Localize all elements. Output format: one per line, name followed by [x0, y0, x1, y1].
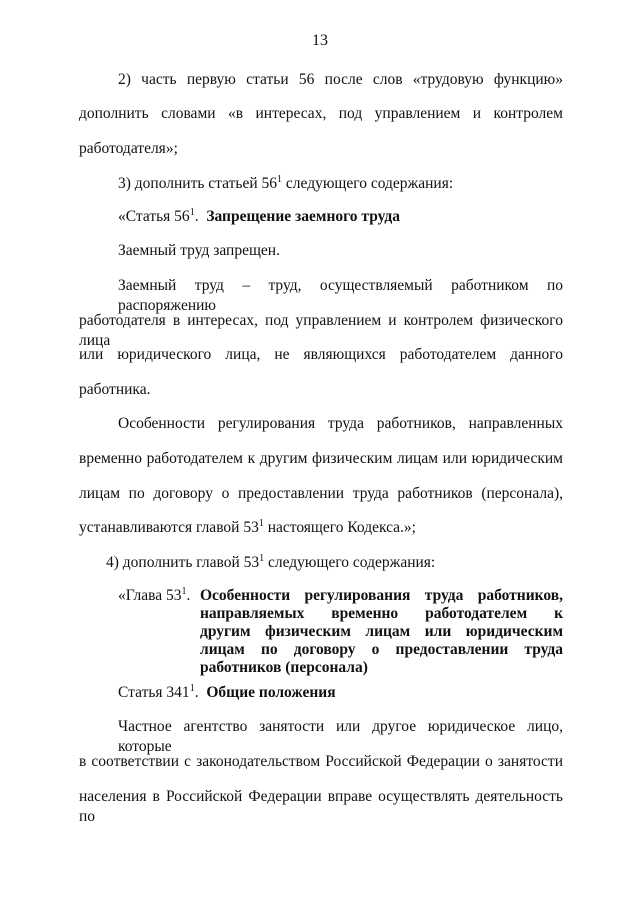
chapter-title-line-4: лицам по договору о предоставлении труда	[200, 641, 563, 658]
chapter-title-line-5: работников (персонала)	[200, 659, 368, 676]
paragraph-5-line-1: Особенности регулирования труда работников, направленных	[118, 415, 563, 432]
paragraph-5-line-2: временно работодателем к другим физическим лицам или юридическим	[79, 450, 563, 467]
paragraph-2-text: 3) дополнить статьей 56	[118, 175, 278, 192]
superscript: 1	[258, 518, 264, 529]
superscript: 1	[189, 207, 195, 218]
chapter-label	[118, 586, 190, 606]
paragraph-7-line-2: в соответствии с законодательством Российской Федерации о занятости	[79, 753, 563, 770]
article-341-1-heading	[118, 683, 336, 703]
paragraph-1-line-1: 2) часть первую статьи 56 после слов «трудовую функцию»	[118, 71, 563, 88]
paragraph-5-line-4-text: устанавливаются главой 53	[79, 519, 259, 536]
paragraph-5-line-3: лицам по договору о предоставлении труда работников (персонала),	[79, 485, 563, 502]
paragraph-4-line-3: или юридического лица, не являющихся работодателем данного	[79, 346, 563, 363]
paragraph-7-line-1: Частное агентство занятости или другое юридическое лицо, которые	[118, 718, 563, 755]
article-dot: .	[194, 208, 199, 225]
chapter-title-line-3: другим физическим лицам или юридическим	[200, 623, 563, 640]
superscript: 1	[259, 553, 265, 564]
paragraph-3: Заемный труд запрещен.	[118, 242, 280, 259]
article-prefix: Статья 341	[118, 684, 190, 701]
paragraph-7-line-3: населения в Российской Федерации вправе осуществлять деятельность по	[79, 788, 563, 825]
article-prefix: «Статья 56	[118, 208, 190, 225]
paragraph-6-tail: следующего содержания:	[264, 554, 436, 571]
article-dot: .	[194, 684, 199, 701]
paragraph-2	[118, 174, 563, 194]
chapter-title-line-2: направляемых временно работодателем к	[200, 605, 563, 622]
superscript: 1	[277, 174, 283, 185]
chapter-53-1-heading	[118, 586, 563, 676]
superscript: 1	[189, 683, 195, 694]
paragraph-5-line-4-tail: настоящего Кодекса.»;	[263, 519, 416, 536]
paragraph-6	[106, 553, 563, 573]
paragraph-5-line-4	[79, 518, 563, 538]
page-number: 13	[312, 32, 328, 49]
paragraph-6-text: 4) дополнить главой 53	[106, 554, 260, 571]
paragraph-4-line-4: работника.	[79, 381, 151, 398]
chapter-title-line-1: Особенности регулирования труда работников,	[200, 587, 563, 604]
paragraph-1-line-2: дополнить словами «в интересах, под управлением и контролем	[79, 105, 563, 122]
paragraph-4-line-2: работодателя в интересах, под управлением и контролем физического лица	[79, 312, 563, 349]
article-title: Общие положения	[206, 684, 336, 701]
chapter-dot: .	[186, 587, 191, 604]
chapter-prefix: «Глава 53	[118, 587, 182, 604]
article-56-1-heading	[118, 207, 400, 227]
paragraph-4-line-1: Заемный труд – труд, осуществляемый работником по распоряжению	[118, 277, 563, 314]
superscript: 1	[181, 586, 187, 597]
paragraph-1-line-3: работодателя»;	[79, 140, 178, 157]
paragraph-2-tail: следующего содержания:	[282, 175, 454, 192]
article-title: Запрещение заемного труда	[206, 208, 401, 225]
